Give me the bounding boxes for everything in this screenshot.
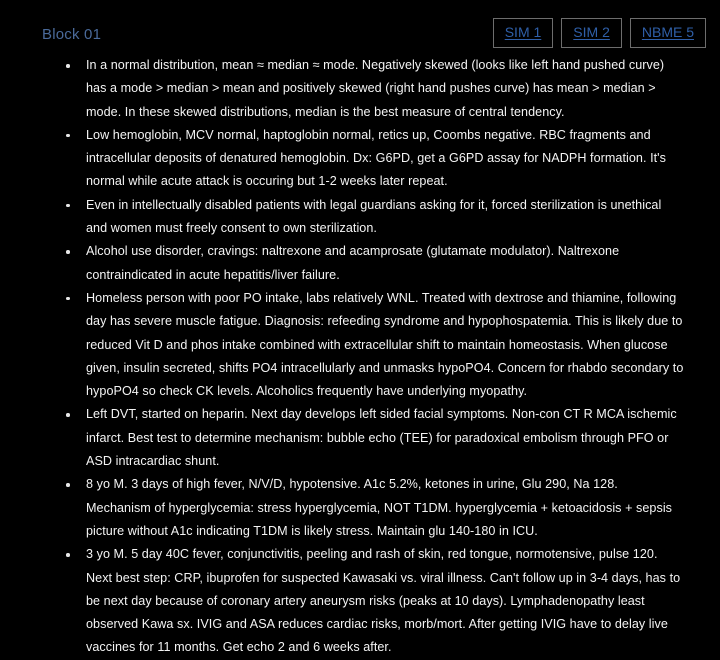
sim-2-link-button[interactable] [561,18,622,48]
notes-bullet-list [0,54,720,660]
list-item-text: 8 yo M. 3 days of high fever, N/V/D, hypotensive. A1c 5.2%, ketones in urine, Glu 290, Na 128. Mechanism of hyperglycemia: stress hyperglycemia, NOT T1DM. hyperglycemia + ketoacidosis + sepsis picture without A1c indicating T1DM is likely stress. Maintain glu 140-180 in ICU. [86,477,673,538]
nbme-5-link-button[interactable] [630,18,706,48]
list-item-text: Homeless person with poor PO intake, labs relatively WNL. Treated with dextrose and thiamine, following day has severe muscle fatigue. Diagnosis: refeeding syndrome and hypophospatemia. This is likely due to reduced Vit D and phos intake combined with extracellular shift to maintain homeostasis. When glucose given, insulin secreted, shifts PO4 intracellularly and unmasks hypoPO4. Concern for rhabdo secondary to hypoPO4 so check CK levels. Alcoholics frequently have underlying myopathy. [86,290,684,399]
sim-2-link-label: SIM 2 [573,24,610,40]
list-item [0,543,720,659]
list-item [0,54,720,124]
list-item-text: 3 yo M. 5 day 40C fever, conjunctivitis, peeling and rash of skin, red tongue, normotensive, pulse 120. Next best step: CRP, ibuprofen for suspected Kawasaki vs. viral illness. Can't follow up in 3-4 days, has to be next day because of coronary artery aneurysm risks (peaks at 10 days). Lymphadenopathy least observed Kawa sx. IVIG and ASA reduces cardiac risks, morb/mort. After getting IVIG have to delay live vaccines for 11 months. Get echo 2 and 6 weeks after. [86,547,681,655]
sim-1-link-button[interactable] [493,18,554,48]
list-item-text: Low hemoglobin, MCV normal, haptoglobin normal, retics up, Coombs negative. RBC fragments and intracellular deposits of denatured hemoglobin. Dx: G6PD, get a G6PD assay for NADPH formation. It's normal while acute attack is occuring but 1-2 weeks later repeat. [86,127,666,189]
list-item [0,124,720,194]
list-item [0,403,720,473]
bullet-dot-icon [66,413,70,417]
exam-links-group [493,18,706,48]
list-item-text: Left DVT, started on heparin. Next day develops left sided facial symptoms. Non-con CT R MCA ischemic infarct. Best test to determine mechanism: bubble echo (TEE) for paradoxical embolism through PFO or ASD intracardiac shunt. [86,407,677,469]
list-item [0,287,720,403]
notes-body [0,54,720,660]
bullet-dot-icon [66,134,70,138]
list-item-text: Even in intellectually disabled patients with legal guardians asking for it, forced sterilization is unethical and women must freely consent to own sterilization. [86,197,662,236]
list-item [0,194,720,241]
bullet-dot-icon [66,250,70,254]
list-item [0,240,720,287]
list-item-text: Alcohol use disorder, cravings: naltrexone and acamprosate (glutamate modulator). Naltrexone contraindicated in acute hepatitis/liver failure. [86,244,620,282]
bullet-dot-icon [66,204,70,208]
list-item-text: In a normal distribution, mean ≈ median ≈ mode. Negatively skewed (looks like left hand pushed curve) has a mode > median > mean and positively skewed (right hand pushes curve) has mean > median > mode. In these skewed distributions, median is the best measure of central tendency. [86,58,665,119]
bullet-dot-icon [66,297,70,301]
sim-1-link-label: SIM 1 [504,24,542,40]
page-header [0,0,720,54]
bullet-dot-icon [66,64,70,68]
nbme-5-link-label: NBME 5 [641,24,694,40]
list-item [0,473,720,543]
page-title: Block 01 [42,26,102,43]
bullet-dot-icon [66,553,70,557]
bullet-dot-icon [66,483,70,487]
